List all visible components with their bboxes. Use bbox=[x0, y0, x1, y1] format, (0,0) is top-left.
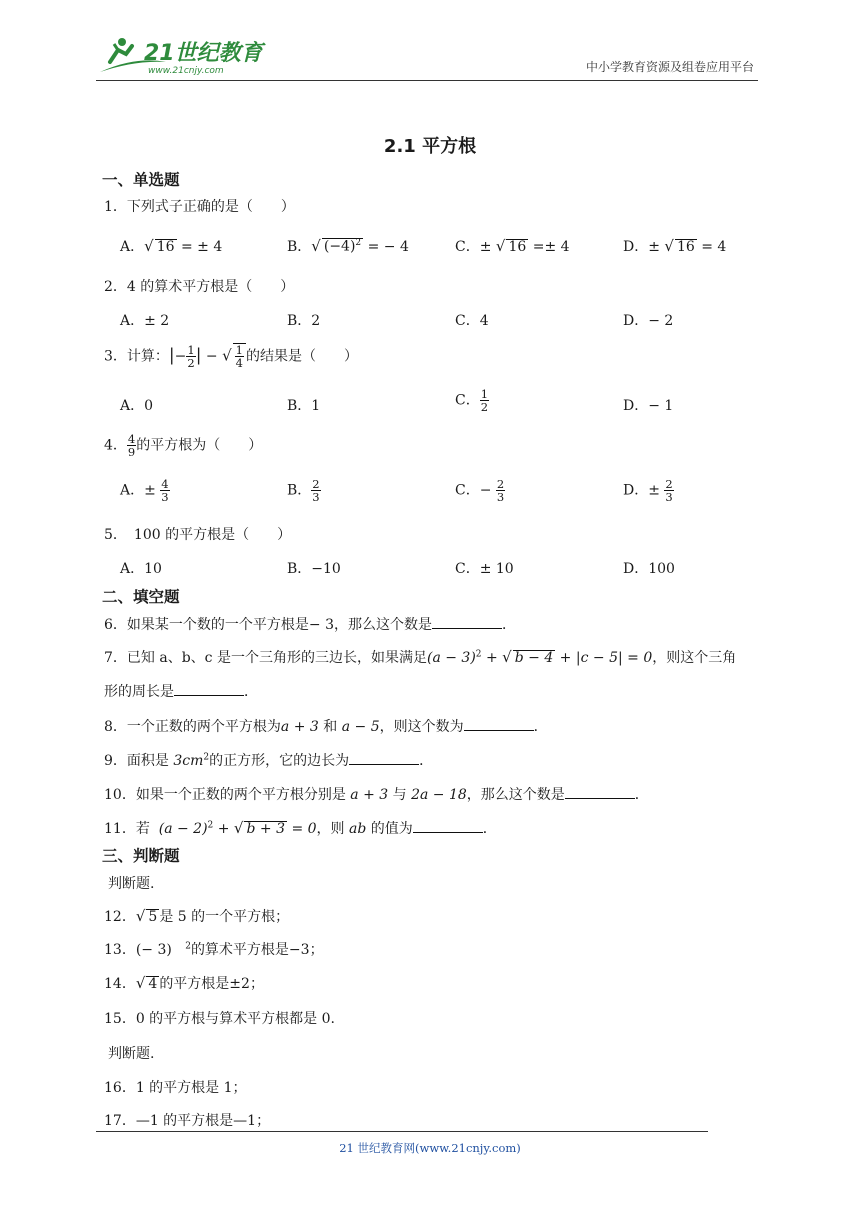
question-16 bbox=[104, 1077, 247, 1097]
question-text: ． bbox=[419, 753, 434, 769]
question-10: 10．如果一个正数的两个平方根分别是 a + 3 与 2a − 18，那么这个数是 ． bbox=[104, 787, 649, 803]
question-6 bbox=[104, 614, 516, 634]
question-number: 12． bbox=[104, 909, 136, 925]
q3-option-c: C． $\frac{1}{2}$ bbox=[455, 387, 489, 415]
q3-option-a: A．0 bbox=[120, 398, 154, 414]
answer-blank[interactable] bbox=[413, 820, 483, 833]
page-footer: 21 世纪教育网(www.21cnjy.com) bbox=[339, 1141, 521, 1155]
question-text: ． bbox=[502, 617, 517, 633]
q5-option-d: D．100 bbox=[623, 561, 675, 577]
question-5 bbox=[104, 524, 291, 544]
question-7-cont bbox=[104, 681, 258, 701]
question-text: 1 的平方根是 1； bbox=[135, 1080, 247, 1096]
question-stem: 下列式子正确的是（ ） bbox=[126, 199, 295, 215]
question-13: 13．(− 3) $^2$的算术平方根是−3； bbox=[104, 941, 324, 958]
q1-option-d: D．± √ 16 = 4 bbox=[623, 237, 727, 255]
question-number: 5． bbox=[104, 527, 120, 543]
question-4: 4． $\frac{4}{9}$ 的平方根为（ ） bbox=[104, 432, 263, 460]
q3-option-d: D．− 1 bbox=[623, 398, 674, 414]
q4-option-a: A．± $\frac{4}{3}$ bbox=[120, 477, 169, 505]
q5-option-b: B．−10 bbox=[287, 561, 341, 577]
question-number: 8． bbox=[104, 719, 127, 735]
question-7: 7．已知 a、b、c 是一个三角形的三边长，如果满足$(a - 3)^2$ + √ b − 4 + |c − 5| = 0，则这个三角 bbox=[104, 648, 737, 666]
question-text: 如果某一个数的一个平方根是− 3，那么这个数是 bbox=[126, 617, 433, 633]
question-number: 3． bbox=[104, 348, 127, 365]
question-17 bbox=[104, 1110, 270, 1130]
question-stem: 计算： bbox=[126, 348, 169, 365]
q4-option-c: C．− $\frac{2}{3}$ bbox=[455, 477, 505, 505]
question-text: 的平方根是±2； bbox=[159, 976, 264, 992]
logo-21cnjy bbox=[96, 32, 266, 76]
q2-option-c: C．4 bbox=[455, 313, 489, 329]
question-text: 若 bbox=[135, 821, 150, 837]
judge-instruction-1: 判断题. bbox=[108, 876, 155, 892]
section-heading-fill-blank: 二、填空题 bbox=[102, 588, 180, 606]
question-text: 和 bbox=[323, 719, 338, 735]
q4-option-b: B． $\frac{2}{3}$ bbox=[287, 477, 320, 505]
question-text: ，则这个三角 bbox=[652, 650, 737, 666]
question-9: 9．面积是 $3cm^2$的正方形，它的边长为 ． bbox=[104, 752, 434, 769]
question-number: 17． bbox=[104, 1113, 136, 1129]
question-text: —1 的平方根是—1； bbox=[135, 1113, 271, 1129]
section-heading-single-choice: 一、单选题 bbox=[102, 171, 180, 189]
judge-instruction-2: 判断题. bbox=[108, 1046, 155, 1062]
question-text: 一个正数的两个平方根为 bbox=[126, 719, 281, 735]
question-number: 15． bbox=[104, 1011, 136, 1027]
question-text: ． bbox=[634, 787, 649, 803]
q5-option-a: A．10 bbox=[120, 561, 162, 577]
answer-blank[interactable] bbox=[174, 683, 244, 696]
question-text: ，则 bbox=[316, 821, 345, 837]
section-heading-true-false: 三、判断题 bbox=[102, 847, 180, 865]
q1-option-a: A．√ 16 = ± 4 bbox=[120, 237, 223, 255]
question-stem: 的平方根为（ ） bbox=[136, 437, 263, 454]
q1-option-c: C．± √ 16 =± 4 bbox=[455, 237, 570, 255]
question-text: 的正方形，它的边长为 bbox=[209, 753, 350, 769]
question-text: 与 bbox=[392, 787, 407, 803]
question-text: 0 的平方根与算术平方根都是 0. bbox=[135, 1011, 335, 1027]
question-text: 的算术平方根是−3； bbox=[190, 942, 324, 958]
question-text: ，则这个数为 bbox=[379, 719, 464, 735]
question-text: 是 5 的一个平方根； bbox=[159, 909, 290, 925]
question-number: 11． bbox=[104, 821, 136, 837]
question-1 bbox=[104, 196, 295, 216]
q2-option-a: A．± 2 bbox=[120, 313, 170, 329]
question-number: 7． bbox=[104, 650, 127, 666]
question-text: ． bbox=[244, 684, 258, 700]
question-3: 3．计算：|− $\frac{1}{2}$ | − √ $\frac{1}{4}$ 的结果是（ ） bbox=[104, 343, 358, 371]
question-number: 1． bbox=[104, 199, 127, 215]
question-stem-suffix: 的结果是（ ） bbox=[245, 348, 358, 365]
question-number: 13． bbox=[104, 942, 136, 958]
page-header bbox=[96, 30, 758, 81]
question-stem: 100 的平方根是（ ） bbox=[119, 527, 292, 543]
q3-option-b: B．1 bbox=[287, 398, 321, 414]
question-number: 16． bbox=[104, 1080, 136, 1096]
question-number: 2． bbox=[104, 279, 127, 295]
question-number: 6． bbox=[104, 617, 127, 633]
q5-option-c: C．± 10 bbox=[455, 561, 514, 577]
question-8: 8．一个正数的两个平方根为a + 3 和 a − 5，则这个数为 ． bbox=[104, 719, 548, 735]
question-text: ． bbox=[482, 821, 497, 837]
q2-option-d: D．− 2 bbox=[623, 313, 674, 329]
logo-url: www.21cnjy.com bbox=[148, 66, 224, 76]
question-text: 面积是 bbox=[126, 753, 169, 769]
platform-name: 中小学教育资源及组卷应用平台 bbox=[585, 60, 754, 74]
q2-option-b: B．2 bbox=[287, 313, 321, 329]
q4-option-d: D．± $\frac{2}{3}$ bbox=[623, 477, 673, 505]
q1-option-b: B．√ $(-4)^2$ = − 4 bbox=[287, 237, 409, 255]
answer-blank[interactable] bbox=[432, 616, 502, 629]
question-number: 10． bbox=[104, 787, 136, 803]
question-text: 的值为 bbox=[370, 821, 413, 837]
question-number: 4． bbox=[104, 437, 127, 454]
logo-text: 21世纪教育 bbox=[144, 41, 263, 66]
question-stem: 4 的算术平方根是（ ） bbox=[126, 279, 295, 295]
question-text: 已知 a、b、c 是一个三角形的三边长，如果满足 bbox=[126, 650, 427, 666]
option-label: C． bbox=[455, 392, 480, 409]
question-11: 11．若 $(a - 2)^2$ + √ b + 3 = 0，则 ab 的值为 ． bbox=[104, 819, 497, 837]
answer-blank[interactable] bbox=[349, 752, 419, 765]
question-number: 9． bbox=[104, 753, 127, 769]
question-number: 14． bbox=[104, 976, 136, 992]
question-text: 如果一个正数的两个平方根分别是 bbox=[135, 787, 346, 803]
question-14: 14．√ 4 的平方根是±2； bbox=[104, 974, 264, 992]
footer-divider bbox=[96, 1131, 708, 1132]
doc-title: 2.1 平方根 bbox=[383, 136, 477, 157]
question-text: ，那么这个数是 bbox=[466, 787, 565, 803]
question-text: 形的周长是 bbox=[104, 684, 174, 700]
question-12: 12．√ 5 是 5 的一个平方根； bbox=[104, 907, 290, 925]
answer-blank[interactable] bbox=[565, 786, 635, 799]
question-2 bbox=[104, 276, 294, 296]
question-text: ． bbox=[533, 719, 548, 735]
answer-blank[interactable] bbox=[464, 718, 534, 731]
question-15 bbox=[104, 1008, 335, 1028]
